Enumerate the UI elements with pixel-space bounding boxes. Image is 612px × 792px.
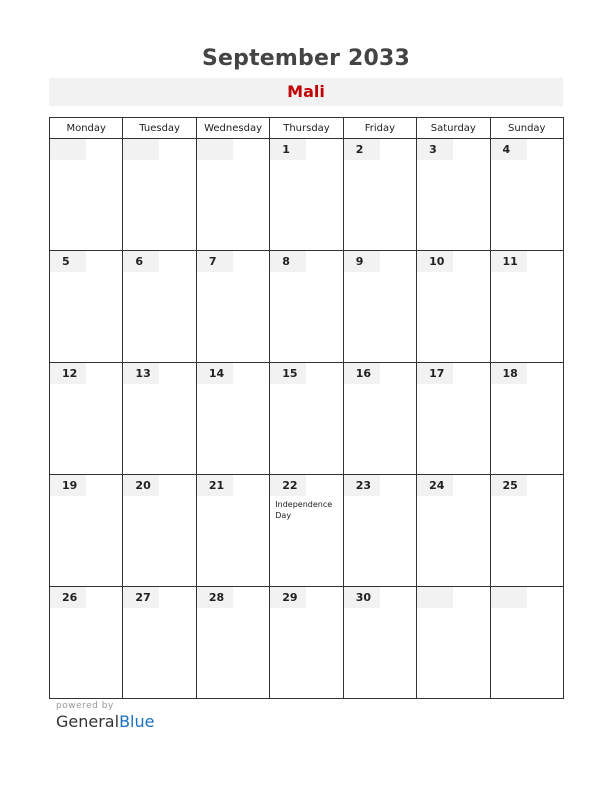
day-cell xyxy=(490,475,563,587)
brand-general: General xyxy=(56,712,120,731)
weekday-header: Sunday xyxy=(490,118,563,139)
weekday-header: Thursday xyxy=(270,118,343,139)
day-cell xyxy=(196,475,269,587)
day-cell xyxy=(270,251,343,363)
day-number xyxy=(417,587,453,608)
day-number: 27 xyxy=(123,587,159,608)
day-cell xyxy=(270,363,343,475)
day-cell xyxy=(417,363,490,475)
day-cell xyxy=(270,139,343,251)
day-cell xyxy=(123,587,196,699)
day-number: 16 xyxy=(344,363,380,384)
weekday-header: Tuesday xyxy=(123,118,196,139)
day-cell xyxy=(343,251,416,363)
day-cell xyxy=(196,587,269,699)
day-cell xyxy=(123,139,196,251)
day-number: 20 xyxy=(123,475,159,496)
day-cell xyxy=(490,363,563,475)
day-cell xyxy=(50,363,123,475)
powered-by-text: powered by xyxy=(56,701,114,711)
weekday-header-row xyxy=(50,118,564,139)
week-row xyxy=(50,363,564,475)
day-number xyxy=(197,139,233,160)
day-number: 28 xyxy=(197,587,233,608)
day-number: 6 xyxy=(123,251,159,272)
holiday-label: Independence Day xyxy=(275,500,333,520)
day-number: 12 xyxy=(50,363,86,384)
day-number: 22 xyxy=(270,475,306,496)
day-cell xyxy=(196,139,269,251)
day-cell xyxy=(417,139,490,251)
day-number: 19 xyxy=(50,475,86,496)
day-number: 8 xyxy=(270,251,306,272)
day-number xyxy=(123,139,159,160)
day-number: 11 xyxy=(491,251,527,272)
day-number: 15 xyxy=(270,363,306,384)
day-cell xyxy=(343,587,416,699)
day-number: 30 xyxy=(344,587,380,608)
brand-blue: Blue xyxy=(119,712,155,731)
day-cell xyxy=(196,363,269,475)
weekday-header: Friday xyxy=(343,118,416,139)
country-band xyxy=(49,78,563,106)
day-cell xyxy=(270,587,343,699)
day-cell xyxy=(490,139,563,251)
day-number: 26 xyxy=(50,587,86,608)
day-cell xyxy=(50,475,123,587)
day-cell xyxy=(123,251,196,363)
day-number: 2 xyxy=(344,139,380,160)
calendar-title: September 2033 xyxy=(201,46,411,71)
day-number: 18 xyxy=(491,363,527,384)
day-cell xyxy=(343,475,416,587)
footer xyxy=(56,701,154,731)
day-number: 1 xyxy=(270,139,306,160)
day-cell xyxy=(417,251,490,363)
day-number: 7 xyxy=(197,251,233,272)
day-number: 5 xyxy=(50,251,86,272)
day-cell xyxy=(50,251,123,363)
day-number: 13 xyxy=(123,363,159,384)
day-cell xyxy=(343,139,416,251)
day-number: 14 xyxy=(197,363,233,384)
day-cell xyxy=(343,363,416,475)
day-cell xyxy=(123,475,196,587)
day-number: 17 xyxy=(417,363,453,384)
week-row xyxy=(50,251,564,363)
day-number: 10 xyxy=(417,251,453,272)
week-row xyxy=(50,139,564,251)
day-number: 3 xyxy=(417,139,453,160)
weekday-header: Monday xyxy=(50,118,123,139)
day-number: 21 xyxy=(197,475,233,496)
day-number xyxy=(491,587,527,608)
day-cell xyxy=(490,587,563,699)
day-number: 4 xyxy=(491,139,527,160)
day-cell xyxy=(417,475,490,587)
country-name: Mali xyxy=(287,82,325,101)
day-cell xyxy=(490,251,563,363)
generalblue-logo[interactable] xyxy=(56,712,154,731)
day-number: 29 xyxy=(270,587,306,608)
day-number: 23 xyxy=(344,475,380,496)
day-cell xyxy=(417,587,490,699)
day-number: 25 xyxy=(491,475,527,496)
weekday-header: Saturday xyxy=(417,118,490,139)
day-number xyxy=(50,139,86,160)
calendar-grid xyxy=(49,117,564,699)
day-number: 24 xyxy=(417,475,453,496)
week-row xyxy=(50,587,564,699)
day-number: 9 xyxy=(344,251,380,272)
day-cell xyxy=(50,587,123,699)
day-cell xyxy=(50,139,123,251)
weekday-header: Wednesday xyxy=(196,118,269,139)
week-row xyxy=(50,475,564,587)
day-cell xyxy=(270,475,343,587)
day-cell xyxy=(123,363,196,475)
day-cell xyxy=(196,251,269,363)
